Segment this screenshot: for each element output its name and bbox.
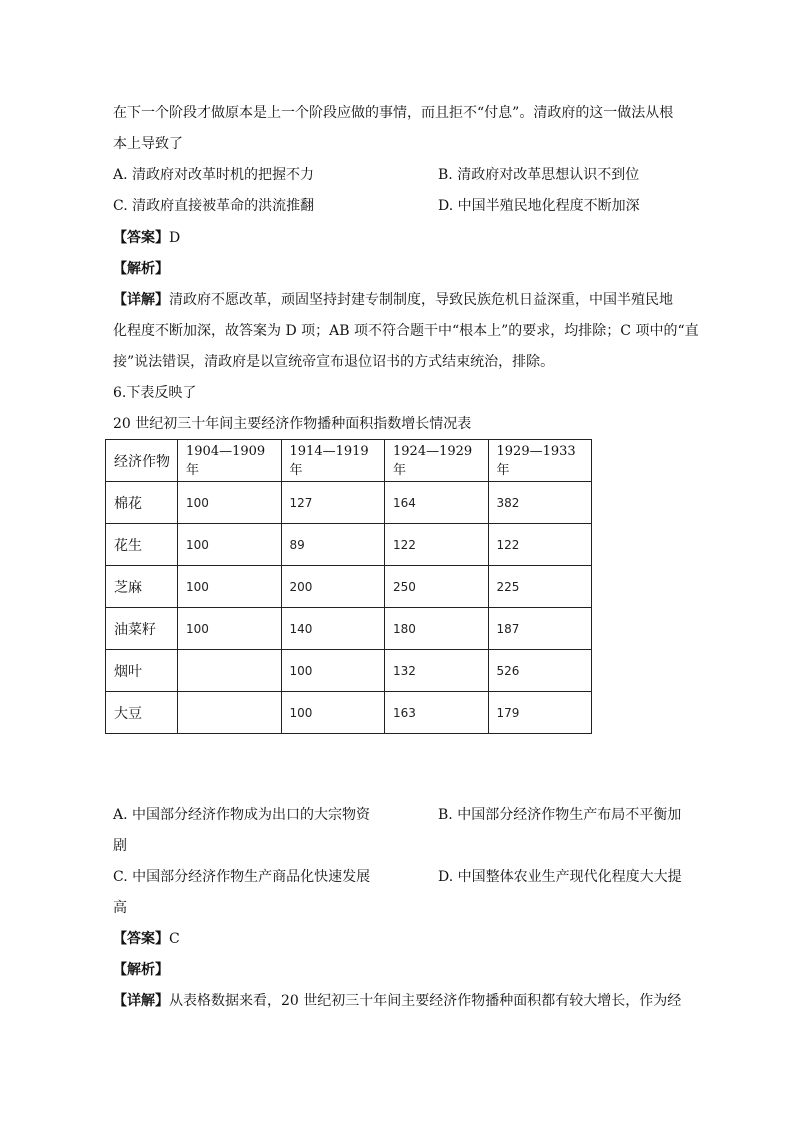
- table-cell: 163: [385, 692, 489, 734]
- answer-tag: 【答案】: [113, 931, 169, 947]
- table-header-cell: 1924—1929 年: [385, 440, 489, 482]
- question5-detail-line1: [113, 290, 673, 310]
- question6-option-b-line2: 剧: [113, 838, 127, 854]
- question6-detail-line1: [113, 991, 681, 1011]
- question6-option-c: C. 中国部分经济作物生产商品化快速发展: [113, 869, 371, 885]
- table-cell: 225: [488, 566, 592, 608]
- table-cell: 100: [178, 482, 282, 524]
- detail-text: 清政府不愿改革，顽固坚持封建专制制度，导致民族危机日益深重，中国半殖民地: [169, 292, 673, 308]
- question6-analysis-tag: 【解析】: [113, 962, 169, 978]
- table-row: [106, 524, 592, 566]
- question6-option-b-line1: B. 中国部分经济作物生产布局不平衡加: [438, 807, 682, 823]
- table-cell: 100: [281, 650, 385, 692]
- question5-answer: [113, 228, 180, 248]
- table-cell: 180: [385, 608, 489, 650]
- question5-stem-line1: 在下一个阶段才做原本是上一个阶段应做的事情，而且拒不“付息”。清政府的这一做法从根: [113, 105, 674, 121]
- table-cell: 122: [385, 524, 489, 566]
- question5-detail-line3: 接”说法错误，清政府是以宣统帝宣布退位诏书的方式结束统治，排除。: [113, 354, 555, 370]
- table-cell: [178, 650, 282, 692]
- table-row: [106, 692, 592, 734]
- crop-name-cell: 烟叶: [106, 650, 178, 692]
- table-cell: 122: [488, 524, 592, 566]
- table-cell: 164: [385, 482, 489, 524]
- question5-option-d: D. 中国半殖民地化程度不断加深: [438, 198, 640, 214]
- question5-option-b: B. 清政府对改革思想认识不到位: [438, 167, 640, 183]
- table-caption: 20 世纪初三十年间主要经济作物播种面积指数增长情况表: [113, 416, 472, 432]
- table-cell: 89: [281, 524, 385, 566]
- question5-analysis-tag: 【解析】: [113, 261, 169, 277]
- question6-answer: [113, 929, 180, 949]
- table-row: [106, 566, 592, 608]
- table-row: [106, 608, 592, 650]
- table-cell: 100: [178, 608, 282, 650]
- detail-tag: 【详解】: [113, 993, 169, 1009]
- table-cell: 100: [178, 566, 282, 608]
- crop-name-cell: 大豆: [106, 692, 178, 734]
- table-header-row: [106, 440, 592, 482]
- answer-tag: 【答案】: [113, 230, 169, 246]
- table-row: [106, 482, 592, 524]
- table-cell: 127: [281, 482, 385, 524]
- table-cell: 140: [281, 608, 385, 650]
- question6-option-a: A. 中国部分经济作物成为出口的大宗物资: [113, 807, 371, 823]
- question5-stem-line2: 本上导致了: [113, 136, 183, 152]
- crop-name-cell: 芝麻: [106, 566, 178, 608]
- question6-stem: 6.下表反映了: [113, 385, 197, 401]
- table-header-cell: 经济作物: [106, 440, 178, 482]
- detail-text: 从表格数据来看，20 世纪初三十年间主要经济作物播种面积都有较大增长，作为经: [169, 993, 682, 1009]
- table-header-cell: 1914—1919 年: [281, 440, 385, 482]
- table-header-cell: 1929—1933 年: [488, 440, 592, 482]
- table-cell: 100: [178, 524, 282, 566]
- crop-name-cell: 花生: [106, 524, 178, 566]
- answer-value: C: [169, 931, 180, 947]
- table-cell: 526: [488, 650, 592, 692]
- crop-name-cell: 棉花: [106, 482, 178, 524]
- table-cell: [178, 692, 282, 734]
- crop-area-index-table: [105, 439, 592, 734]
- answer-value: D: [169, 230, 181, 246]
- crop-name-cell: 油菜籽: [106, 608, 178, 650]
- question5-detail-line2: 化程度不断加深，故答案为 D 项；AB 项不符合题干中“根本上”的要求，均排除；C 项中的“直: [113, 323, 699, 339]
- table-row: [106, 650, 592, 692]
- question6-option-d-line2: 高: [113, 900, 127, 916]
- table-cell: 382: [488, 482, 592, 524]
- question6-option-d-line1: D. 中国整体农业生产现代化程度大大提: [438, 869, 682, 885]
- question5-option-c: C. 清政府直接被革命的洪流推翻: [113, 198, 315, 214]
- table-header-cell: 1904—1909 年: [178, 440, 282, 482]
- table-cell: 100: [281, 692, 385, 734]
- table-cell: 187: [488, 608, 592, 650]
- question5-option-a: A. 清政府对改革时机的把握不力: [113, 167, 315, 183]
- detail-tag: 【详解】: [113, 292, 169, 308]
- table-cell: 179: [488, 692, 592, 734]
- table-cell: 132: [385, 650, 489, 692]
- table-cell: 250: [385, 566, 489, 608]
- table-cell: 200: [281, 566, 385, 608]
